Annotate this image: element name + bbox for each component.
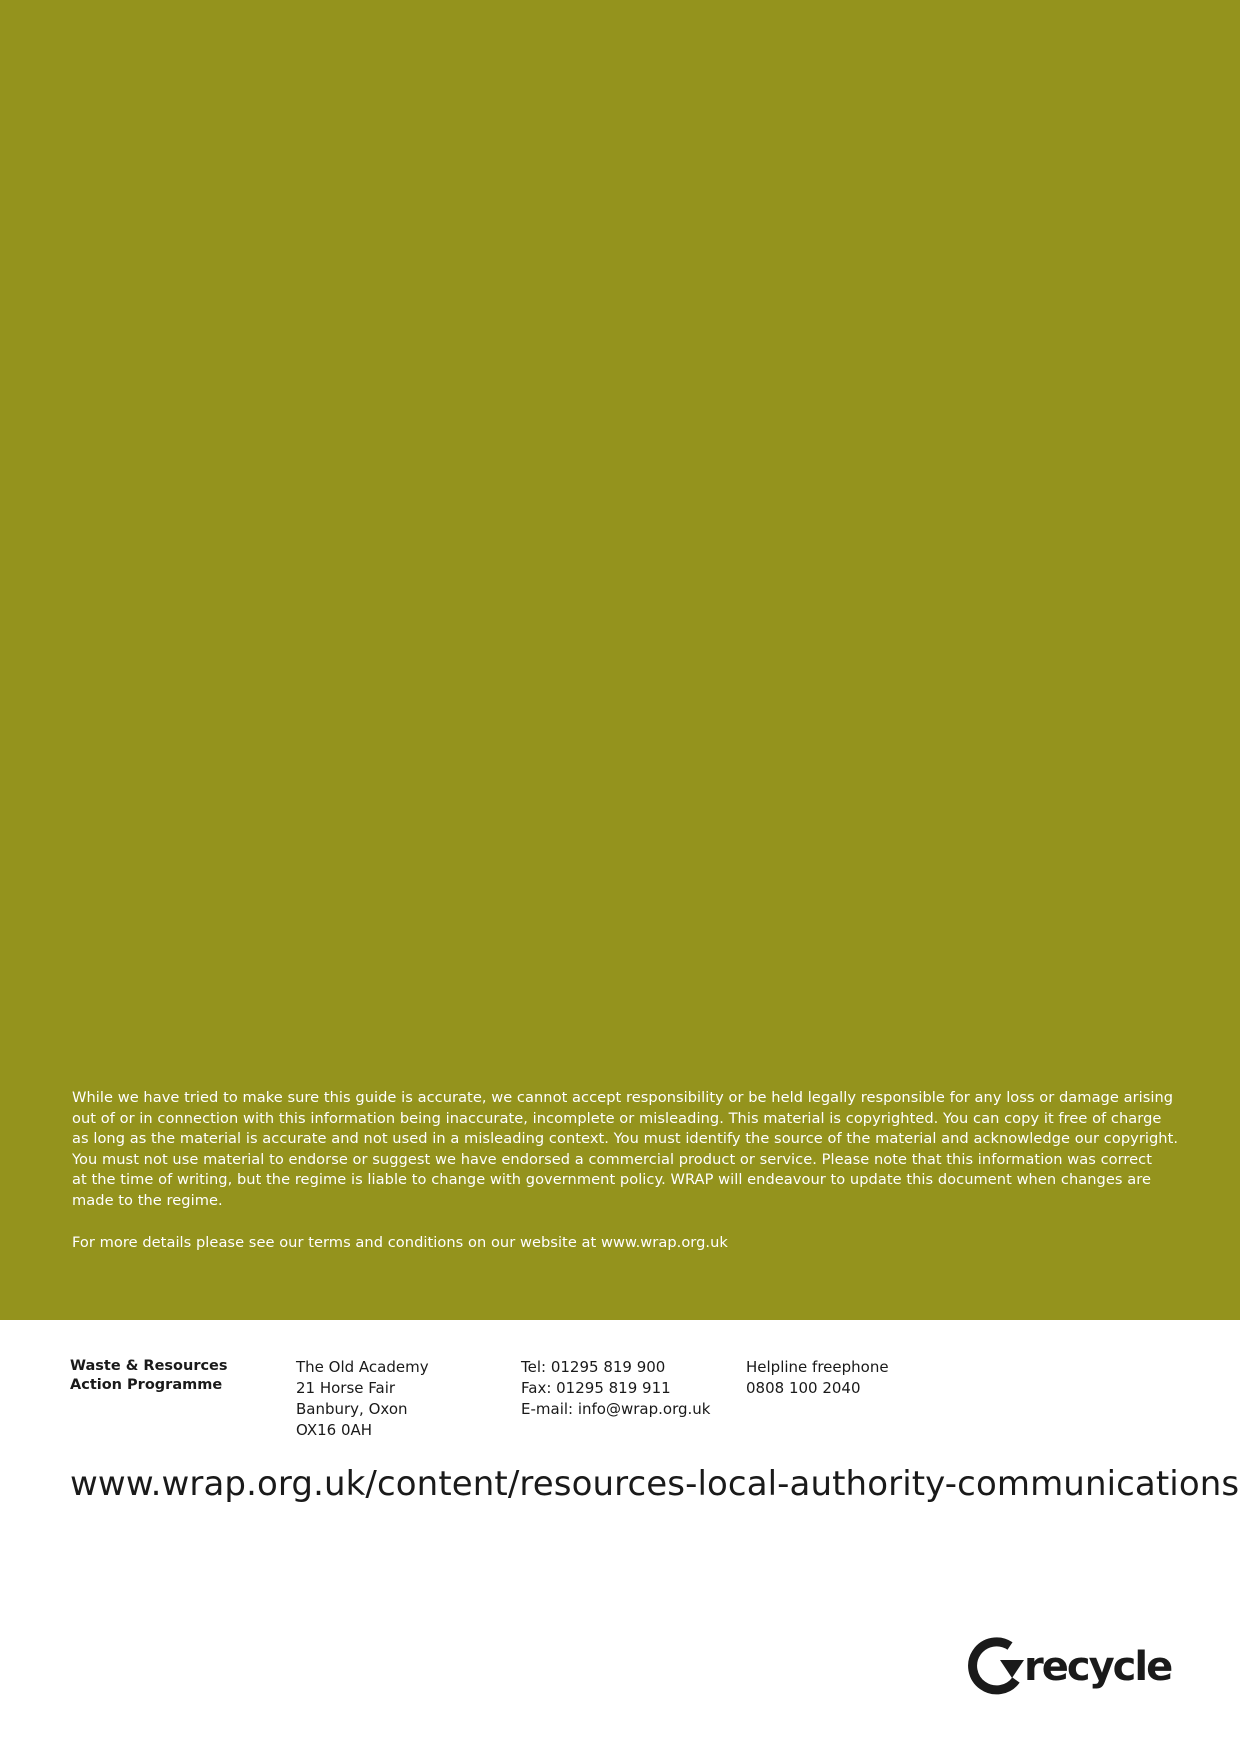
recycle-logo — [966, 1636, 1172, 1696]
disclaimer-line: You must not use material to endorse or suggest we have endorsed a commercial product or service. Please note that this information was correct — [72, 1150, 1153, 1168]
helpline — [746, 1357, 889, 1399]
phone-contacts — [521, 1357, 710, 1420]
address-line: 21 Horse Fair — [296, 1379, 396, 1397]
organisation-line: Waste & Resources — [70, 1358, 228, 1374]
telephone: Tel: 01295 819 900 — [521, 1358, 666, 1376]
disclaimer-line: made to the regime. — [72, 1191, 223, 1209]
disclaimer-line: at the time of writing, but the regime is liable to change with government policy. WRAP will endeavour to update this document when changes are — [72, 1171, 1151, 1188]
disclaimer-line: out of or in connection with this information being inaccurate, incomplete or misleading. This material is copyrighted. You can copy it free of charge — [72, 1109, 1162, 1127]
recycle-arrow-icon — [966, 1636, 1028, 1696]
disclaimer-text — [72, 1088, 1182, 1251]
email: E-mail: info@wrap.org.uk — [521, 1400, 711, 1418]
disclaimer-line: While we have tried to make sure this guide is accurate, we cannot accept responsibility or be held legally responsible for any loss or damage arising — [72, 1089, 1174, 1106]
fax: Fax: 01295 819 911 — [521, 1379, 671, 1397]
logo-wordmark: recycle — [1024, 1644, 1172, 1690]
helpline-number: 0808 100 2040 — [746, 1379, 861, 1397]
organisation-line: Action Programme — [70, 1377, 223, 1393]
website-url[interactable]: www.wrap.org.uk/content/resources-local-authority-communications — [70, 1464, 1240, 1504]
address-line: The Old Academy — [296, 1358, 429, 1376]
helpline-label: Helpline freephone — [746, 1358, 889, 1376]
address-line: OX16 0AH — [296, 1421, 373, 1439]
terms-notice: For more details please see our terms and conditions on our website at www.wrap.org.uk — [72, 1234, 728, 1251]
address-line: Banbury, Oxon — [296, 1400, 408, 1418]
organisation-name — [70, 1357, 228, 1395]
disclaimer-line: as long as the material is accurate and not used in a misleading context. You must identify the source of the material and acknowledge our copyright. — [72, 1130, 1179, 1147]
postal-address — [296, 1357, 429, 1441]
